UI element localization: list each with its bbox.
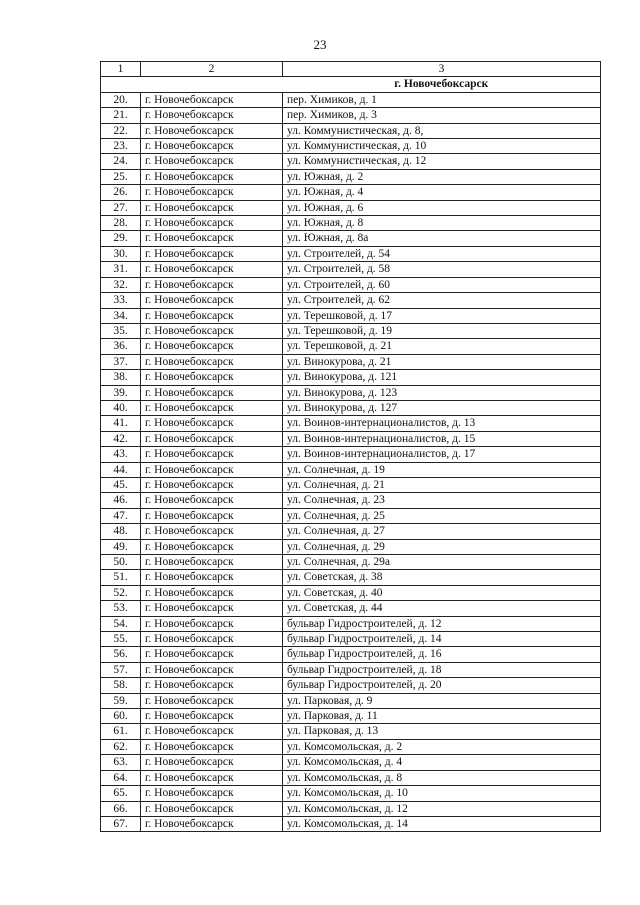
row-number: 28. — [101, 216, 141, 231]
row-city: г. Новочебоксарск — [141, 755, 283, 770]
table-row — [101, 570, 601, 585]
row-address: ул. Терешковой, д. 21 — [283, 339, 601, 354]
row-city: г. Новочебоксарск — [141, 524, 283, 539]
table-row — [101, 246, 601, 261]
row-city: г. Новочебоксарск — [141, 678, 283, 693]
row-city: г. Новочебоксарск — [141, 293, 283, 308]
row-address: ул. Южная, д. 4 — [283, 185, 601, 200]
row-city: г. Новочебоксарск — [141, 416, 283, 431]
row-number: 54. — [101, 616, 141, 631]
table-row — [101, 416, 601, 431]
row-number: 29. — [101, 231, 141, 246]
table-row — [101, 185, 601, 200]
column-header-1: 1 — [101, 62, 141, 77]
row-number: 50. — [101, 555, 141, 570]
section-row — [101, 77, 601, 92]
row-number: 42. — [101, 431, 141, 446]
row-number: 24. — [101, 154, 141, 169]
table-row — [101, 508, 601, 523]
row-city: г. Новочебоксарск — [141, 570, 283, 585]
row-number: 21. — [101, 108, 141, 123]
row-address: ул. Солнечная, д. 19 — [283, 462, 601, 477]
row-number: 59. — [101, 693, 141, 708]
row-address: ул. Коммунистическая, д. 10 — [283, 139, 601, 154]
table-row — [101, 678, 601, 693]
row-city: г. Новочебоксарск — [141, 616, 283, 631]
row-address: ул. Строителей, д. 62 — [283, 293, 601, 308]
row-number: 64. — [101, 770, 141, 785]
row-address: ул. Солнечная, д. 23 — [283, 493, 601, 508]
row-number: 49. — [101, 539, 141, 554]
table-row — [101, 200, 601, 215]
row-number: 53. — [101, 601, 141, 616]
row-city: г. Новочебоксарск — [141, 354, 283, 369]
row-address: ул. Советская, д. 40 — [283, 585, 601, 600]
row-address: ул. Южная, д. 8 — [283, 216, 601, 231]
row-number: 36. — [101, 339, 141, 354]
row-number: 63. — [101, 755, 141, 770]
row-number: 65. — [101, 786, 141, 801]
row-city: г. Новочебоксарск — [141, 108, 283, 123]
row-city: г. Новочебоксарск — [141, 801, 283, 816]
row-number: 38. — [101, 370, 141, 385]
table-row — [101, 493, 601, 508]
table-row — [101, 616, 601, 631]
row-city: г. Новочебоксарск — [141, 462, 283, 477]
row-number: 48. — [101, 524, 141, 539]
row-number: 33. — [101, 293, 141, 308]
row-city: г. Новочебоксарск — [141, 493, 283, 508]
section-spacer — [101, 77, 283, 92]
table-row — [101, 385, 601, 400]
row-address: ул. Комсомольская, д. 8 — [283, 770, 601, 785]
row-city: г. Новочебоксарск — [141, 154, 283, 169]
row-number: 55. — [101, 632, 141, 647]
row-number: 57. — [101, 662, 141, 677]
row-city: г. Новочебоксарск — [141, 662, 283, 677]
row-address: ул. Парковая, д. 11 — [283, 709, 601, 724]
row-address: ул. Винокурова, д. 123 — [283, 385, 601, 400]
table-row — [101, 216, 601, 231]
row-city: г. Новочебоксарск — [141, 585, 283, 600]
page-number: 23 — [313, 37, 327, 52]
row-city: г. Новочебоксарск — [141, 169, 283, 184]
table-row — [101, 370, 601, 385]
row-number: 39. — [101, 385, 141, 400]
address-table — [100, 61, 601, 832]
row-address: ул. Парковая, д. 13 — [283, 724, 601, 739]
table-row — [101, 308, 601, 323]
row-address: ул. Терешковой, д. 19 — [283, 323, 601, 338]
table-row — [101, 709, 601, 724]
row-number: 27. — [101, 200, 141, 215]
row-city: г. Новочебоксарск — [141, 431, 283, 446]
table-row — [101, 339, 601, 354]
row-address: ул. Южная, д. 2 — [283, 169, 601, 184]
table-row — [101, 154, 601, 169]
row-number: 45. — [101, 477, 141, 492]
row-number: 30. — [101, 246, 141, 261]
table-row — [101, 293, 601, 308]
section-title: г. Новочебоксарск — [283, 77, 601, 92]
row-city: г. Новочебоксарск — [141, 693, 283, 708]
row-address: ул. Воинов-интернационалистов, д. 15 — [283, 431, 601, 446]
row-address: ул. Воинов-интернационалистов, д. 13 — [283, 416, 601, 431]
row-address: бульвар Гидростроителей, д. 12 — [283, 616, 601, 631]
table-row — [101, 231, 601, 246]
row-city: г. Новочебоксарск — [141, 323, 283, 338]
row-number: 66. — [101, 801, 141, 816]
row-city: г. Новочебоксарск — [141, 185, 283, 200]
row-address: ул. Солнечная, д. 21 — [283, 477, 601, 492]
row-number: 56. — [101, 647, 141, 662]
row-address: ул. Винокурова, д. 121 — [283, 370, 601, 385]
row-city: г. Новочебоксарск — [141, 370, 283, 385]
row-number: 20. — [101, 92, 141, 107]
table-row — [101, 770, 601, 785]
row-number: 40. — [101, 400, 141, 415]
row-number: 22. — [101, 123, 141, 138]
row-city: г. Новочебоксарск — [141, 200, 283, 215]
table-body — [101, 77, 601, 832]
row-address: ул. Солнечная, д. 27 — [283, 524, 601, 539]
table-row — [101, 92, 601, 107]
row-city: г. Новочебоксарск — [141, 447, 283, 462]
table-row — [101, 724, 601, 739]
table-row — [101, 354, 601, 369]
row-address: ул. Солнечная, д. 29а — [283, 555, 601, 570]
row-city: г. Новочебоксарск — [141, 632, 283, 647]
column-header-3: 3 — [283, 62, 601, 77]
row-city: г. Новочебоксарск — [141, 246, 283, 261]
row-city: г. Новочебоксарск — [141, 92, 283, 107]
row-address: бульвар Гидростроителей, д. 14 — [283, 632, 601, 647]
row-city: г. Новочебоксарск — [141, 277, 283, 292]
row-number: 23. — [101, 139, 141, 154]
row-address: ул. Южная, д. 6 — [283, 200, 601, 215]
row-number: 34. — [101, 308, 141, 323]
row-city: г. Новочебоксарск — [141, 139, 283, 154]
table-row — [101, 431, 601, 446]
row-city: г. Новочебоксарск — [141, 555, 283, 570]
row-address: ул. Строителей, д. 54 — [283, 246, 601, 261]
row-city: г. Новочебоксарск — [141, 601, 283, 616]
table-row — [101, 801, 601, 816]
table-row — [101, 632, 601, 647]
row-number: 44. — [101, 462, 141, 477]
row-address: ул. Коммунистическая, д. 8, — [283, 123, 601, 138]
row-address: ул. Советская, д. 38 — [283, 570, 601, 585]
table-row — [101, 816, 601, 831]
row-number: 60. — [101, 709, 141, 724]
row-number: 52. — [101, 585, 141, 600]
table-row — [101, 739, 601, 754]
table-row — [101, 400, 601, 415]
row-address: ул. Комсомольская, д. 4 — [283, 755, 601, 770]
row-address: ул. Солнечная, д. 25 — [283, 508, 601, 523]
row-city: г. Новочебоксарск — [141, 385, 283, 400]
row-number: 25. — [101, 169, 141, 184]
row-city: г. Новочебоксарск — [141, 308, 283, 323]
row-city: г. Новочебоксарск — [141, 770, 283, 785]
row-number: 51. — [101, 570, 141, 585]
table-row — [101, 447, 601, 462]
table-row — [101, 323, 601, 338]
row-number: 46. — [101, 493, 141, 508]
row-city: г. Новочебоксарск — [141, 508, 283, 523]
row-address: ул. Строителей, д. 58 — [283, 262, 601, 277]
table-row — [101, 123, 601, 138]
row-address: ул. Комсомольская, д. 12 — [283, 801, 601, 816]
table-row — [101, 755, 601, 770]
table-header-row — [101, 62, 601, 77]
row-city: г. Новочебоксарск — [141, 262, 283, 277]
column-header-2: 2 — [141, 62, 283, 77]
row-city: г. Новочебоксарск — [141, 231, 283, 246]
row-number: 62. — [101, 739, 141, 754]
row-number: 37. — [101, 354, 141, 369]
row-address: пер. Химиков, д. 3 — [283, 108, 601, 123]
row-city: г. Новочебоксарск — [141, 339, 283, 354]
row-number: 58. — [101, 678, 141, 693]
row-city: г. Новочебоксарск — [141, 816, 283, 831]
row-number: 67. — [101, 816, 141, 831]
row-address: ул. Коммунистическая, д. 12 — [283, 154, 601, 169]
row-number: 26. — [101, 185, 141, 200]
table-row — [101, 169, 601, 184]
row-address: ул. Солнечная, д. 29 — [283, 539, 601, 554]
row-address: ул. Комсомольская, д. 14 — [283, 816, 601, 831]
table-row — [101, 647, 601, 662]
table-row — [101, 601, 601, 616]
row-city: г. Новочебоксарск — [141, 539, 283, 554]
row-city: г. Новочебоксарск — [141, 123, 283, 138]
row-city: г. Новочебоксарск — [141, 709, 283, 724]
row-number: 43. — [101, 447, 141, 462]
row-number: 47. — [101, 508, 141, 523]
row-city: г. Новочебоксарск — [141, 216, 283, 231]
row-address: ул. Винокурова, д. 127 — [283, 400, 601, 415]
row-city: г. Новочебоксарск — [141, 477, 283, 492]
table-row — [101, 539, 601, 554]
table-row — [101, 108, 601, 123]
table-row — [101, 477, 601, 492]
table-row — [101, 462, 601, 477]
row-address: ул. Строителей, д. 60 — [283, 277, 601, 292]
table-row — [101, 786, 601, 801]
table-row — [101, 585, 601, 600]
row-city: г. Новочебоксарск — [141, 400, 283, 415]
row-address: ул. Терешковой, д. 17 — [283, 308, 601, 323]
row-number: 35. — [101, 323, 141, 338]
row-number: 41. — [101, 416, 141, 431]
row-city: г. Новочебоксарск — [141, 786, 283, 801]
row-address: пер. Химиков, д. 1 — [283, 92, 601, 107]
table-row — [101, 662, 601, 677]
table-row — [101, 524, 601, 539]
row-address: бульвар Гидростроителей, д. 20 — [283, 678, 601, 693]
row-number: 31. — [101, 262, 141, 277]
row-address: ул. Воинов-интернационалистов, д. 17 — [283, 447, 601, 462]
table-row — [101, 262, 601, 277]
row-address: ул. Комсомольская, д. 2 — [283, 739, 601, 754]
row-city: г. Новочебоксарск — [141, 724, 283, 739]
row-address: бульвар Гидростроителей, д. 18 — [283, 662, 601, 677]
row-city: г. Новочебоксарск — [141, 739, 283, 754]
table-row — [101, 139, 601, 154]
table-row — [101, 693, 601, 708]
row-address: ул. Советская, д. 44 — [283, 601, 601, 616]
row-address: ул. Комсомольская, д. 10 — [283, 786, 601, 801]
row-number: 61. — [101, 724, 141, 739]
row-address: бульвар Гидростроителей, д. 16 — [283, 647, 601, 662]
row-address: ул. Парковая, д. 9 — [283, 693, 601, 708]
row-address: ул. Южная, д. 8а — [283, 231, 601, 246]
row-address: ул. Винокурова, д. 21 — [283, 354, 601, 369]
row-number: 32. — [101, 277, 141, 292]
row-city: г. Новочебоксарск — [141, 647, 283, 662]
table-row — [101, 555, 601, 570]
table-row — [101, 277, 601, 292]
